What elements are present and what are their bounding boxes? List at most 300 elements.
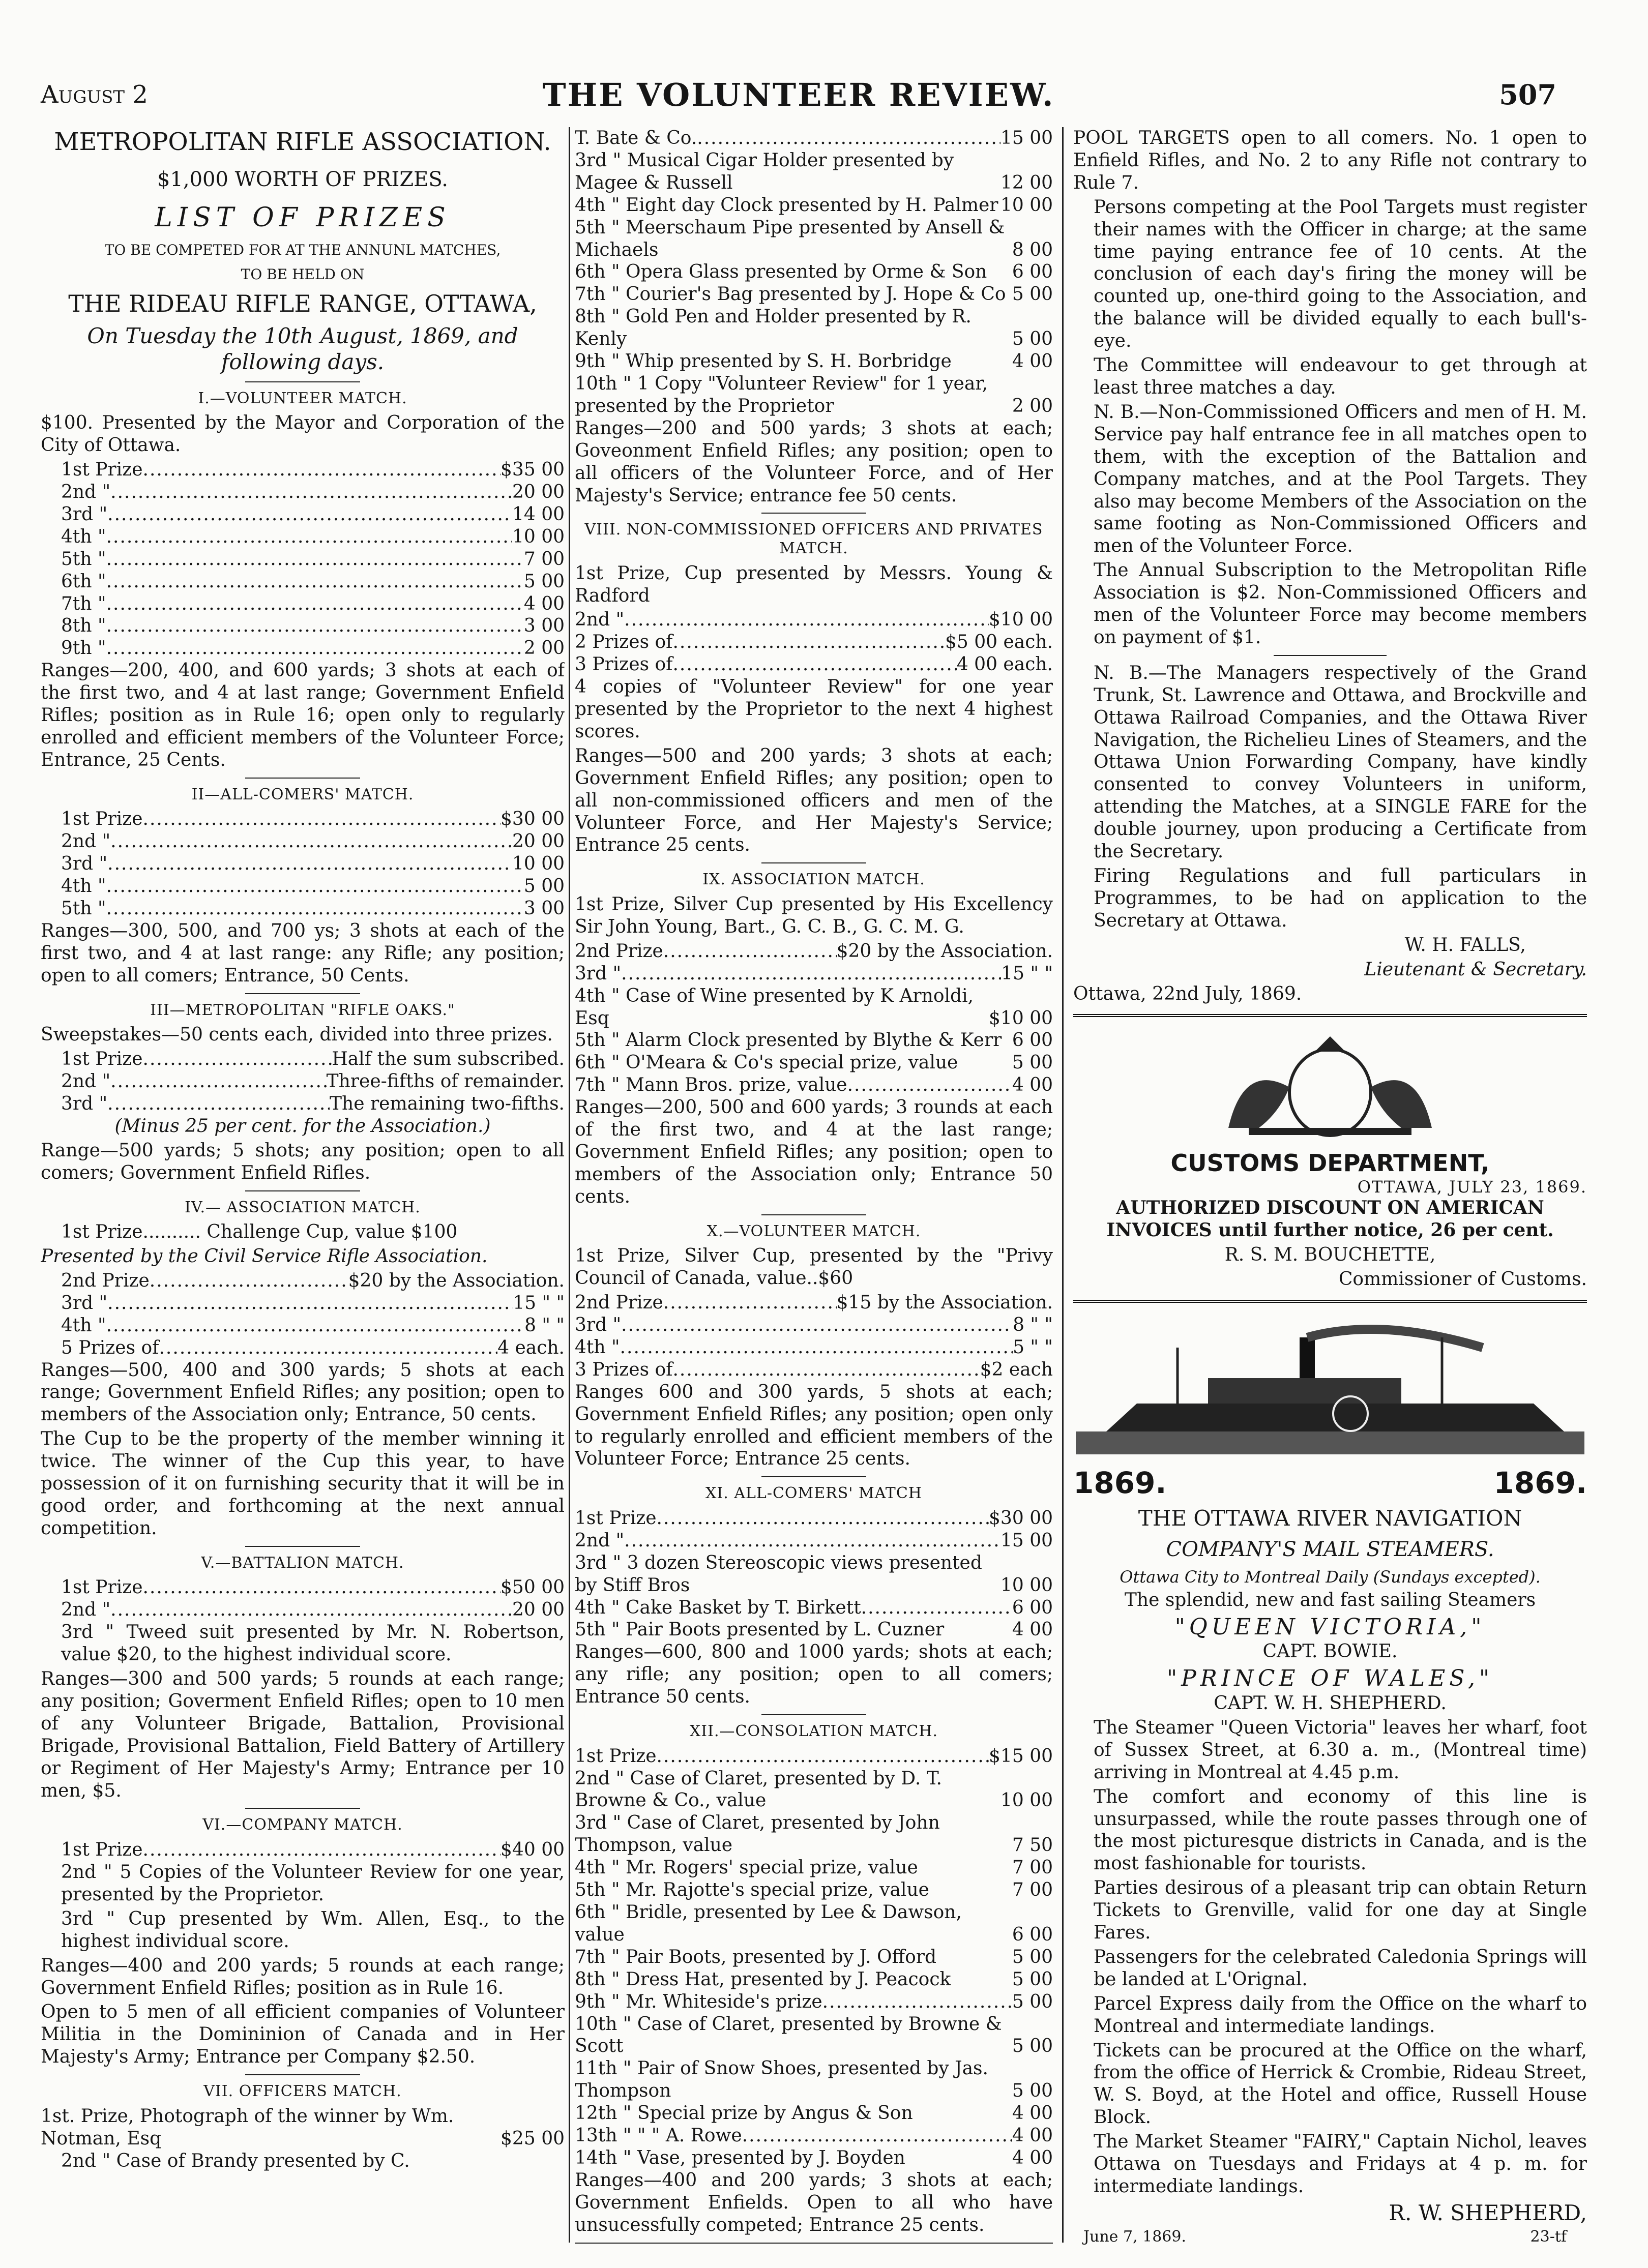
match-10-title: X.—VOLUNTEER MATCH. xyxy=(707,1222,921,1240)
divider xyxy=(761,1214,867,1215)
nb-railroads: N. B.—The Managers respectively of the Grand Trunk, St. Lawrence and Ottawa, and Brockville and Ottawa Railroad Companies, and the Ottawa River Navigation, the Richelieu Lines of Steamers, and the Ottawa Union Forwarding Company, have kindly consented to convey Volunteers in uniform, attending the Matches, at a SINGLE FARE for the double journey, upon producing a Certificate from the Secretary. xyxy=(1094,662,1587,862)
range-name: THE RIDEAU RIFLE RANGE, OTTAWA, xyxy=(68,290,537,318)
match-3-intro: Sweepstakes—50 cents each, divided into three prizes. xyxy=(41,1024,553,1046)
prize-value: $10 00 xyxy=(989,1007,1053,1029)
prize-value: 4 00 xyxy=(1012,2103,1053,2124)
divider xyxy=(245,1546,361,1547)
prize-value: $35 00 xyxy=(501,459,565,481)
match-1-ranges: Ranges—200, 400, and 600 yards; 3 shots at each of the first two, and 4 at last range; Government Enfield Rifles; position as in Rule 16; open only to regularly enrolled and efficient members of the Volunteer Force; Entrance, 25 Cents. xyxy=(41,660,565,770)
navigation-title: THE OTTAWA RIVER NAVIGATION xyxy=(1138,1505,1522,1531)
prize-row xyxy=(575,653,1053,676)
list-title: LIST OF PRIZES xyxy=(155,202,451,233)
prize-value: $30 00 xyxy=(989,1507,1053,1529)
customs-signer-title: Commissioner of Customs. xyxy=(1338,1269,1587,1290)
prize-label: 4th " xyxy=(61,876,106,897)
prize-row xyxy=(61,503,565,526)
held-on: TO BE HELD ON xyxy=(241,265,365,283)
prize-label: 3rd " xyxy=(61,1093,108,1114)
match-10-prizes xyxy=(575,1292,1053,1381)
prize-row xyxy=(575,1074,1053,1096)
prize-label: 4th " Case of Wine presented by K Arnoldi, Esq xyxy=(575,985,974,1029)
prize-label: 3rd " Case of Claret, presented by John Thompson, value xyxy=(575,1812,940,1856)
committee-note: The Committee will endeavour to get through at least three matches a day. xyxy=(1094,355,1587,398)
match-11-title: XI. ALL-COMERS' MATCH xyxy=(705,1484,922,1503)
prize-row xyxy=(575,940,1053,963)
prize-label: 2nd " xyxy=(61,1071,111,1092)
prize-label: 5th " Alarm Clock presented by Blythe & Kerr xyxy=(575,1030,1002,1051)
match-9-prizes xyxy=(575,940,1053,1096)
prize-value: 2 00 xyxy=(523,638,565,659)
prize-value: 10 00 xyxy=(512,853,565,875)
prize-value: 5 00 xyxy=(1012,1052,1053,1073)
prize-row xyxy=(575,150,1053,194)
prize-value: 10 00 xyxy=(1000,1790,1053,1811)
prize-row xyxy=(575,1901,1053,1946)
prize-row xyxy=(61,526,565,548)
prize-value: 14 00 xyxy=(512,503,565,525)
match-5-prizes xyxy=(41,1576,565,1621)
prize-label: 3rd " xyxy=(575,1314,622,1335)
match-8-first: 1st Prize, Cup presented by Messrs. Young & Radford xyxy=(575,562,1053,606)
match-6-open: Open to 5 men of all efficient companies of Volunteer Militia in the Domininion of Canada and in Her Majesty's Army; Entrance per Company $2.50. xyxy=(41,2002,565,2068)
match-12-prizes xyxy=(575,1745,1053,2169)
prize-value: 20 00 xyxy=(512,831,565,852)
prize-row xyxy=(575,2147,1053,2169)
prize-label: 1st Prize xyxy=(61,1049,143,1070)
prize-row xyxy=(575,1359,1053,1381)
match-3-ranges: Range—500 yards; 5 shots; any position; open to all comers; Government Enfield Rifles. xyxy=(41,1140,565,1183)
customs-title: CUSTOMS DEPARTMENT, xyxy=(1170,1149,1490,1177)
prize-label: 3rd " 3 dozen Stereoscopic views presented by Stiff Bros xyxy=(575,1552,982,1596)
match-10-first: 1st Prize, Silver Cup, presented by the "Privy Council of Canada, value..$60 xyxy=(575,1245,1053,1289)
prize-label: 7th " Courier's Bag presented by J. Hope & Co xyxy=(575,284,1006,305)
prize-value: 5 " " xyxy=(1013,1336,1053,1358)
prize-label: 9th " Whip presented by S. H. Borbridge xyxy=(575,351,952,372)
prize-label: 5 Prizes of xyxy=(61,1337,159,1358)
prize-value: Half the sum subscribed. xyxy=(332,1049,565,1070)
prize-value: 5 00 xyxy=(1012,2036,1053,2057)
prize-row xyxy=(61,875,565,898)
prize-value: 4 00 xyxy=(1012,351,1053,372)
prize-row xyxy=(575,1336,1053,1359)
prize-label: 6th " Opera Glass presented by Orme & Son xyxy=(575,261,987,283)
firing-regulations: Firing Regulations and full particulars in Programmes, to be had on application to the Secretary at Ottawa. xyxy=(1094,866,1587,931)
prize-label: 10th " Case of Claret, presented by Browne & Scott xyxy=(575,2013,1002,2057)
match-4-ranges: Ranges—500, 400 and 300 yards; 5 shots at each range; Government Enfield Rifles; any position; open to members of the Association only; Entrance, 50 cents. xyxy=(41,1359,565,1425)
prize-row xyxy=(575,2013,1053,2058)
prize-value: 15 00 xyxy=(1000,1530,1053,1551)
prize-label: 2nd " xyxy=(61,1599,111,1621)
prize-label: 10th " 1 Copy "Volunteer Review" for 1 year, presented by the Proprietor xyxy=(575,373,988,416)
match-3-note: (Minus 25 per cent. for the Association.) xyxy=(114,1115,491,1137)
match-4-presented: Presented by the Civil Service Rifle Association. xyxy=(41,1246,488,1267)
prize-row xyxy=(575,1745,1053,1768)
prize-value: 5 00 xyxy=(523,571,565,592)
divider xyxy=(761,513,867,514)
prize-value: $40 00 xyxy=(501,1839,565,1861)
match-4-title: IV.— ASSOCIATION MATCH. xyxy=(185,1198,421,1216)
prize-label: 4th " xyxy=(61,526,106,547)
prize-label: 11th " Pair of Snow Shoes, presented by Jas. Thompson xyxy=(575,2058,988,2102)
match-7-first xyxy=(41,2105,565,2150)
prize-label: 3rd " xyxy=(61,1292,108,1314)
ship-queen-victoria: "QUEEN VICTORIA," xyxy=(1174,1614,1486,1640)
prize-row xyxy=(575,127,1053,150)
section-bar xyxy=(1073,1300,1587,1303)
match-5-third: 3rd " Tweed suit presented by Mr. N. Robertson, value $20, to the highest individual score. xyxy=(61,1622,565,1665)
prize-value: 5 00 xyxy=(1012,329,1053,350)
prize-row xyxy=(575,985,1053,1030)
match-9-title: IX. ASSOCIATION MATCH. xyxy=(702,871,925,889)
prize-label: 2nd Prize xyxy=(575,1292,663,1314)
prize-label: 9th " Mr. Whiteside's prize xyxy=(575,1991,822,2012)
prize-label: 1st Prize xyxy=(61,809,143,830)
parcel-express: Parcel Express daily from the Office on the wharf to Montreal and intermediate landings. xyxy=(1094,1993,1587,2037)
signer-name: W. H. FALLS, xyxy=(1404,934,1526,956)
prize-value: 6 00 xyxy=(1012,1924,1053,1945)
prize-value: 15 " " xyxy=(513,1292,565,1314)
match-7-first-label: 1st. Prize, Photograph of the winner by Wm. Notman, Esq xyxy=(41,2105,454,2149)
prize-row xyxy=(575,2102,1053,2125)
prize-value: 4 00 xyxy=(523,593,565,614)
customs-date: OTTAWA, JULY 23, 1869. xyxy=(1357,1177,1587,1197)
prize-value: $5 00 each. xyxy=(945,632,1053,653)
competed-line: TO BE COMPETED FOR AT THE ANNUNL MATCHES, xyxy=(104,241,501,258)
prize-value: 4 00 xyxy=(1012,2125,1053,2146)
passengers-note: Passengers for the celebrated Caledonia Springs will be landed at L'Orignal. xyxy=(1094,1946,1587,1990)
prize-row xyxy=(575,194,1053,217)
year-left: 1869. xyxy=(1073,1466,1167,1501)
match-8-copies: 4 copies of "Volunteer Review" for one year presented by the Proprietor to the next 4 highest scores. xyxy=(575,676,1053,742)
prize-value: 10 00 xyxy=(1000,194,1053,216)
prize-value: 8 " " xyxy=(524,1315,565,1336)
prize-row xyxy=(575,1530,1053,1552)
prize-value: $15 00 xyxy=(989,1745,1053,1767)
match-4-first-prize: 1st Prize.......... Challenge Cup, value $100 xyxy=(61,1221,458,1243)
match-11-ranges: Ranges—600, 800 and 1000 yards; shots at each; any rifle; any position; open to all comers; Entrance 50 cents. xyxy=(575,1642,1053,1708)
match-6-ranges: Ranges—400 and 200 yards; 5 rounds at each range; Government Enfield Rifles; position as in Rule 16. xyxy=(41,1955,565,1998)
prize-row xyxy=(61,637,565,660)
section-bar xyxy=(1073,1014,1587,1017)
match-11-prizes xyxy=(575,1507,1053,1641)
prize-value: 4 00 xyxy=(1012,1075,1053,1096)
prize-value: $20 by the Association. xyxy=(836,940,1053,962)
prize-label: 2nd Prize xyxy=(61,1270,150,1291)
prize-label: 3 Prizes of xyxy=(575,1359,673,1380)
prize-row xyxy=(575,1619,1053,1641)
prize-label: 2nd " xyxy=(575,609,625,631)
tickets-note: Tickets can be procured at the Office on the wharf, from the office of Herrick & Crombie, Rideau Street, W. S. Boyd, at the Hotel and office, Russell House Block. xyxy=(1094,2040,1587,2128)
prize-label: 7th " xyxy=(61,593,106,614)
pool-targets: POOL TARGETS open to all comers. No. 1 open to Enfield Rifles, and No. 2 to any Rifle not contrary to Rule 7. xyxy=(1073,128,1587,193)
prize-row xyxy=(61,853,565,875)
prize-value: 6 00 xyxy=(1012,261,1053,283)
prize-value: $2 each xyxy=(980,1359,1053,1380)
prize-row xyxy=(61,459,565,481)
page-header xyxy=(41,71,1556,127)
match-10-ranges: Ranges 600 and 300 yards, 5 shots at each; Government Enfield Rifles; any position; open only to regularly enrolled and efficient members of the Volunteer Force; Entrance 25 cents. xyxy=(575,1381,1053,1470)
prize-row xyxy=(575,1597,1053,1619)
prize-row xyxy=(575,963,1053,985)
divider xyxy=(761,862,867,863)
match-4-cup: The Cup to be the property of the member winning it twice. The winner of the Cup this year, to have possession of it on furnishing security that it will be in good order, and forthcoming at the next annual competition. xyxy=(41,1428,565,1539)
prize-row xyxy=(61,1292,565,1315)
signer-title: Lieutenant & Secretary. xyxy=(1364,959,1587,980)
comfort-note: The comfort and economy of this line is unsurpassed, while the route passes through one of the most picturesque districts in Canada, and is the most fashionable for tourists. xyxy=(1094,1786,1587,1874)
masthead-title: THE VOLUNTEER REVIEW. xyxy=(542,76,1055,113)
prize-row xyxy=(575,1768,1053,1812)
prize-label: 7th " Mann Bros. prize, value xyxy=(575,1075,847,1096)
match-12-ranges: Ranges—400 and 200 yards; 3 shots at each; Government Enfields. Open to all who have unsucessfully competed; Entrance 25 cents. xyxy=(575,2169,1053,2235)
match-2-ranges: Ranges—300, 500, and 700 ys; 3 shots at each of the first two, and 4 at last range: any Rifle; any position; open to all comers; Entrance, 50 Cents. xyxy=(41,920,565,986)
customs-text: AUTHORIZED DISCOUNT ON AMERICAN INVOICES until further notice, 26 per cent. xyxy=(1106,1197,1554,1241)
prize-row xyxy=(61,898,565,920)
prize-value: $15 by the Association. xyxy=(836,1292,1053,1314)
prize-label: 2nd " xyxy=(575,1530,625,1551)
prize-row xyxy=(61,1270,565,1292)
splendid-line: The splendid, new and fast sailing Steamers xyxy=(1124,1589,1536,1610)
officers-prizes-continued xyxy=(575,127,1053,417)
final-footer xyxy=(1073,2228,1587,2247)
prize-row xyxy=(61,808,565,830)
prize-label: 1st Prize xyxy=(61,1839,143,1861)
prize-value: 5 00 xyxy=(1012,1991,1053,2012)
prize-label: 1st Prize xyxy=(575,1507,657,1529)
prize-row xyxy=(575,1857,1053,1879)
prize-label: 5th " Meerschaum Pipe presented by Ansell & Michaels xyxy=(575,217,1005,260)
prize-value: 4 each. xyxy=(497,1337,565,1358)
prize-row xyxy=(575,1879,1053,1901)
prize-label: 3rd " xyxy=(575,963,622,984)
match-7-first-amount: $25 00 xyxy=(501,2128,565,2149)
match-3-prizes xyxy=(41,1048,565,1115)
prize-row xyxy=(575,261,1053,283)
prize-row xyxy=(575,350,1053,373)
prize-label: 5th " xyxy=(61,898,106,919)
prize-value: 6 00 xyxy=(1012,1030,1053,1051)
final-signer: R. W. SHEPHERD, xyxy=(1389,2200,1587,2225)
mail-steamers: COMPANY'S MAIL STEAMERS. xyxy=(1166,1538,1494,1561)
dateline: Ottawa, 22nd July, 1869. xyxy=(1073,983,1302,1004)
prize-row xyxy=(575,1991,1053,2013)
match-7-title: VII. OFFICERS MATCH. xyxy=(203,2082,402,2101)
match-1-intro: $100. Presented by the Mayor and Corporation of the City of Ottawa. xyxy=(41,412,565,456)
column-2 xyxy=(575,127,1053,2248)
prize-label: 2nd " xyxy=(61,481,111,502)
prize-label: 4th " xyxy=(61,1315,106,1336)
prize-value: 8 00 xyxy=(1012,239,1053,260)
nb-officers: N. B.—Non-Commissioned Officers and men of H. M. Service pay half entrance fee in all matches open to them, with the exception of the Battalion and Company matches, and at the Pool Targets. They also may become Members of the Association on the same footing as Non-Commissioned Officers and men of the Volunteer Force. xyxy=(1094,401,1587,557)
prize-label: 12th " Special prize by Angus & Son xyxy=(575,2103,913,2124)
prize-value: 20 00 xyxy=(512,1599,565,1621)
prize-value: $30 00 xyxy=(501,809,565,830)
steamer-illustration xyxy=(1073,1317,1587,1454)
prize-label: 8th " Dress Hat, presented by J. Peacock xyxy=(575,1968,951,1990)
divider xyxy=(761,1714,867,1715)
prize-label: 2 Prizes of xyxy=(575,632,673,653)
issue-date: August 2 xyxy=(41,80,148,109)
divider xyxy=(245,1808,361,1809)
prize-value: 15 " " xyxy=(1001,963,1053,984)
prize-label: 1st Prize xyxy=(575,1745,657,1767)
prize-label: 8th " Gold Pen and Holder presented by R. Kenly xyxy=(575,306,972,350)
match-7-second: 2nd " Case of Brandy presented by C. xyxy=(61,2150,410,2171)
prize-row xyxy=(575,1946,1053,1968)
prize-value: 5 00 xyxy=(1012,1968,1053,1990)
match-1-prizes xyxy=(41,459,565,660)
prize-value: 4 00 xyxy=(1012,2147,1053,2168)
prize-value: 3 00 xyxy=(523,615,565,637)
match-6-title: VI.—COMPANY MATCH. xyxy=(202,1816,403,1834)
match-2-title: II—ALL-COMERS' MATCH. xyxy=(191,785,414,803)
prize-value: 5 00 xyxy=(1012,284,1053,305)
prize-value: 12 00 xyxy=(1000,172,1053,193)
prize-row xyxy=(61,615,565,637)
prize-row xyxy=(575,283,1053,306)
match-8-ranges: Ranges—500 and 200 yards; 3 shots at each; Government Enfield Rifles; any position; open to all non-commissioned officers and men of the Volunteer Force, and Her Majesty's Service; Entrance 25 cents. xyxy=(575,745,1053,856)
final-date: June 7, 1869. xyxy=(1083,2228,1187,2246)
prize-label: 3rd " Musical Cigar Holder presented by Magee & Russell xyxy=(575,150,954,193)
return-tickets: Parties desirous of a pleasant trip can obtain Return Tickets to Grenville, valid for one day at Single Fares. xyxy=(1094,1877,1587,1944)
match-2-prizes xyxy=(41,808,565,920)
match-6-prizes xyxy=(41,1839,565,1861)
prize-label: T. Bate & Co. xyxy=(575,128,697,148)
match-9-first: 1st Prize, Silver Cup presented by His Excellency Sir John Young, Bart., G. C. B., G. C. M. G. xyxy=(575,893,1053,937)
prize-row xyxy=(575,217,1053,261)
prize-value: Three-fifths of remainder. xyxy=(326,1071,565,1092)
match-8-title: VIII. NON-COMMISSIONED OFFICERS AND PRIVATES MATCH. xyxy=(584,521,1043,557)
prize-row xyxy=(575,1552,1053,1597)
steamer-schedule: The Steamer "Queen Victoria" leaves her wharf, foot of Sussex Street, at 6.30 a. m., (Montreal time) arriving in Montreal at 4.45 p.m. xyxy=(1094,1717,1587,1783)
prize-label: 6th " Bridle, presented by Lee & Dawson, value xyxy=(575,1902,962,1945)
match-5-ranges: Ranges—300 and 500 yards; 5 rounds at each range; any position; Goverment Enfield Rifles; open to 10 men of any Volunteer Brigade, Battalion, Provisional Brigade, Provisional Battalion, Field Battery of Artillery or Regiment of Her Majesty's Army; Entrance per 10 men, $5. xyxy=(41,1668,565,1801)
final-code: 23-tf xyxy=(1530,2228,1567,2246)
prize-value: 8 " " xyxy=(1013,1314,1053,1335)
divider xyxy=(245,778,361,779)
prize-value: 7 00 xyxy=(1012,1879,1053,1901)
prize-label: 3rd " xyxy=(61,853,108,875)
prize-row xyxy=(575,1029,1053,1052)
prize-label: 6th " xyxy=(61,571,106,592)
match-6-third: 3rd " Cup presented by Wm. Allen, Esq., to the highest individual score. xyxy=(61,1908,565,1952)
prize-row xyxy=(575,1314,1053,1336)
captain-1: CAPT. BOWIE. xyxy=(1262,1641,1398,1662)
prize-value: 4 00 xyxy=(1012,1619,1053,1640)
match-9-ranges: Ranges—200, 500 and 600 yards; 3 rounds at each of the first two, and 4 at the last range; Government Enfield Rifles; any position; open to members of the Association only; Entrance 50 cents. xyxy=(575,1097,1053,1207)
prize-label: 4th " Cake Basket by T. Birkett xyxy=(575,1597,861,1618)
prize-row xyxy=(575,631,1053,653)
persons-competing: Persons competing at the Pool Targets must register their names with the Officer in charge; at the same time paying entrance fee of 10 cents. At the conclusion of each day's firing the money will be counted up, one-third going to the Association, and the balance will be divided equally to each bull's-eye. xyxy=(1094,196,1587,352)
prize-label: 2nd Prize xyxy=(575,940,663,962)
divider xyxy=(245,2074,361,2075)
prize-value: 20 00 xyxy=(512,481,565,502)
column-3 xyxy=(1073,127,1587,2248)
prize-row xyxy=(575,2057,1053,2102)
prize-row xyxy=(575,373,1053,417)
prize-row xyxy=(575,609,1053,631)
prize-label: 5th " xyxy=(61,548,106,570)
prize-label: 2nd " xyxy=(61,831,111,852)
divider xyxy=(575,2243,1053,2244)
prize-value: 10 00 xyxy=(512,526,565,547)
match-4-prizes xyxy=(41,1270,565,1359)
prize-value: $20 by the Association. xyxy=(348,1270,565,1291)
divider xyxy=(761,1476,867,1477)
fairy-note: The Market Steamer "FAIRY," Captain Nichol, leaves Ottawa on Tuesdays and Fridays at 4 p. m. for intermediate landings. xyxy=(1094,2131,1587,2197)
prize-value: 7 00 xyxy=(1012,1857,1053,1878)
prize-label: 8th " xyxy=(61,615,106,637)
prize-row xyxy=(61,1839,565,1861)
prize-value: 15 00 xyxy=(1000,128,1053,148)
match-12-title: XII.—CONSOLATION MATCH. xyxy=(689,1722,938,1741)
prize-row xyxy=(61,1576,565,1599)
prize-label: 7th " Pair Boots, presented by J. Offord xyxy=(575,1946,937,1967)
prize-label: 4th " xyxy=(575,1336,620,1358)
prize-label: 1st Prize xyxy=(61,1577,143,1598)
prize-row xyxy=(61,481,565,503)
prize-row xyxy=(575,1052,1053,1074)
prize-label: 5th " Mr. Rajotte's special prize, value xyxy=(575,1879,929,1901)
prize-row xyxy=(575,1968,1053,1991)
match-3-title: III—METROPOLITAN "RIFLE OAKS." xyxy=(150,1001,455,1019)
association-heading: METROPOLITAN RIFLE ASSOCIATION. xyxy=(54,128,551,156)
route-line: Ottawa City to Montreal Daily (Sundays excepted). xyxy=(1120,1567,1541,1587)
prize-row xyxy=(61,1337,565,1359)
customs-signer: R. S. M. BOUCHETTE, xyxy=(1224,1244,1436,1266)
prize-label: 3 Prizes of xyxy=(575,654,673,675)
match-date: On Tuesday the 10th August, 1869, and following days. xyxy=(87,323,518,375)
prize-label: 9th " xyxy=(61,638,106,659)
prize-value: $10 00 xyxy=(989,609,1053,631)
prize-value: 4 00 each. xyxy=(956,654,1053,675)
column-divider-2 xyxy=(1062,127,1064,2243)
match-1-title: I.—VOLUNTEER MATCH. xyxy=(198,389,407,407)
prize-row xyxy=(575,2125,1053,2147)
prize-value: $50 00 xyxy=(501,1577,565,1598)
prize-value: 6 00 xyxy=(1012,1597,1053,1618)
prize-value: 7 50 xyxy=(1012,1835,1053,1856)
prize-row xyxy=(575,1812,1053,1857)
officers-ranges: Ranges—200 and 500 yards; 3 shots at each; Goveonment Enfield Rifles; any position; open to all officers of the Volunteer Force, and of Her Majesty's Service; entrance fee 50 cents. xyxy=(575,417,1053,506)
divider xyxy=(245,1190,361,1191)
prize-row xyxy=(575,1507,1053,1530)
prize-row xyxy=(575,1292,1053,1314)
prize-label: 3rd " xyxy=(61,503,108,525)
prize-label: 5th " Pair Boots presented by L. Cuzner xyxy=(575,1619,945,1640)
divider xyxy=(1274,655,1387,656)
year-right: 1869. xyxy=(1493,1466,1587,1501)
prize-label: 2nd " Case of Claret, presented by D. T. Browne & Co., value xyxy=(575,1768,942,1811)
prize-row xyxy=(61,830,565,853)
prize-row xyxy=(61,1070,565,1093)
prize-value: 10 00 xyxy=(1000,1574,1053,1596)
match-5-title: V.—BATTALION MATCH. xyxy=(201,1554,404,1572)
prize-row xyxy=(61,1093,565,1115)
ship-prince-of-wales: "PRINCE OF WALES," xyxy=(1166,1665,1494,1692)
column-divider-1 xyxy=(569,127,570,2243)
prize-row xyxy=(61,1599,565,1621)
annual-subscription: The Annual Subscription to the Metropolitan Rifle Association is $2. Non-Commissioned Officers and men of the Volunteer Force may become members on payment of $1. xyxy=(1094,560,1587,648)
divider xyxy=(245,381,361,382)
page-number: 507 xyxy=(1499,78,1556,111)
prize-value: The remaining two-fifths. xyxy=(330,1093,565,1114)
prize-label: 4th " Mr. Rogers' special prize, value xyxy=(575,1857,918,1878)
prize-value: 3 00 xyxy=(523,898,565,919)
prize-row xyxy=(61,1315,565,1337)
year-banner xyxy=(1073,1465,1587,1501)
prize-value: 5 00 xyxy=(1012,1946,1053,1967)
prize-value: 5 00 xyxy=(523,876,565,897)
